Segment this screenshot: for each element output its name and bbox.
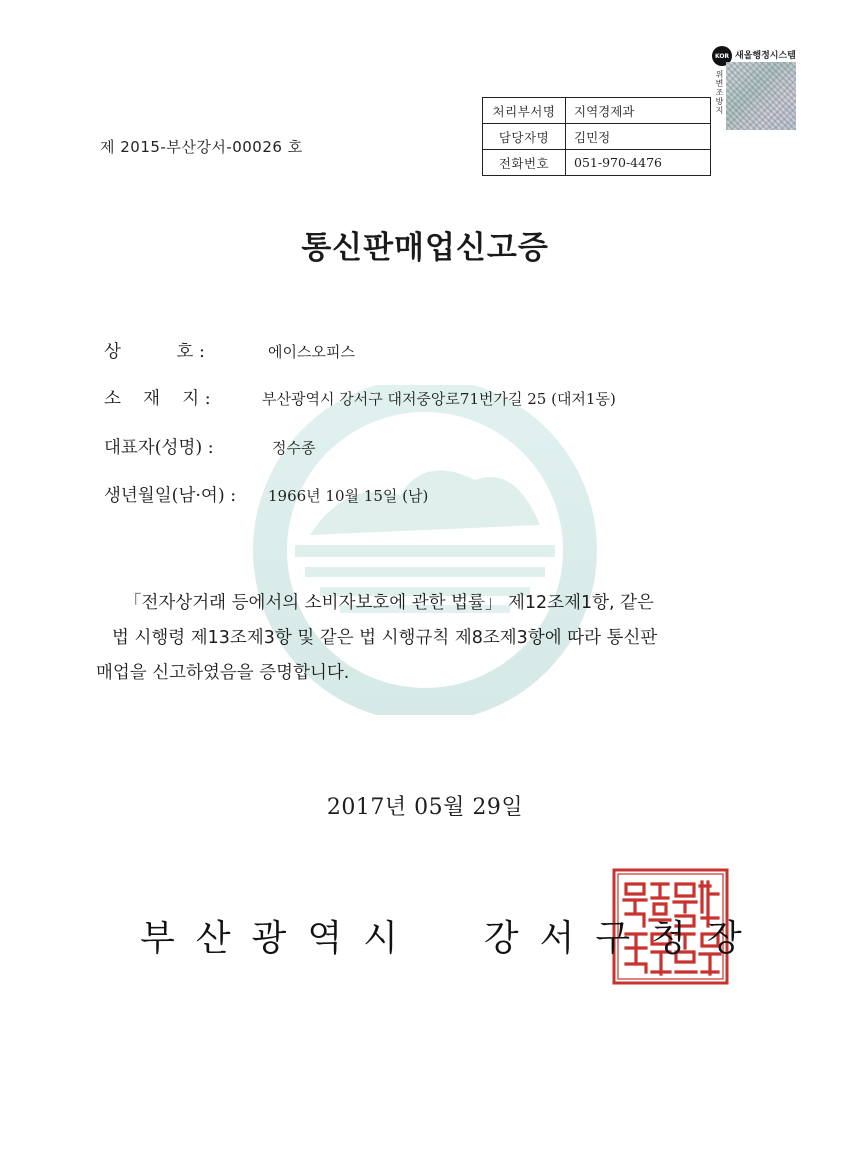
birthdate-value: 1966년 10월 15일 (남) bbox=[268, 487, 429, 505]
business-name-label: 상 호 : bbox=[104, 342, 205, 362]
address-label: 소 재 지 : bbox=[104, 389, 211, 409]
document-title: 통신판매업신고증 bbox=[301, 230, 549, 266]
phone-label: 전화번호 bbox=[483, 150, 566, 176]
certification-statement bbox=[96, 586, 756, 691]
table-row bbox=[483, 98, 711, 124]
manager-label: 담당자명 bbox=[483, 124, 566, 150]
issue-date: 2017년 05월 29일 bbox=[326, 795, 524, 820]
dept-name-label: 처리부서명 bbox=[483, 98, 566, 124]
statement-line: 매업을 신고하였음을 증명합니다. bbox=[96, 663, 350, 683]
statement-line: 「전자상거래 등에서의 소비자보호에 관한 법률」 제12조제1항, 같은 bbox=[124, 593, 654, 613]
issuer-name: 부산광역시 강서구청장 bbox=[140, 918, 763, 959]
address-value: 부산광역시 강서구 대저중앙로71번가길 25 (대저1동) bbox=[262, 390, 616, 408]
statement-line: 법 시행령 제13조제3항 및 같은 법 시행규칙 제8조제3항에 따라 통신판 bbox=[112, 628, 658, 648]
birthdate-label: 생년월일(남·여) : bbox=[104, 486, 237, 506]
business-name-value: 에이스오피스 bbox=[268, 343, 355, 361]
phone-value: 051-970-4476 bbox=[566, 150, 711, 176]
hologram-pattern bbox=[726, 62, 796, 130]
representative-label: 대표자(성명) : bbox=[104, 438, 214, 458]
kor-logo-icon: KOR bbox=[712, 46, 732, 66]
certificate-number: 제 2015-부산강서-00026 호 bbox=[100, 138, 303, 156]
representative-value: 정수종 bbox=[272, 439, 316, 457]
table-row bbox=[483, 124, 711, 150]
manager-value: 김민정 bbox=[566, 124, 711, 150]
security-stamp-brand: 새올행정시스템 bbox=[735, 51, 796, 61]
dept-name-value: 지역경제과 bbox=[566, 98, 711, 124]
department-info-table bbox=[482, 97, 711, 176]
security-stamp-caption: 위변조방지 bbox=[715, 70, 724, 115]
table-row bbox=[483, 150, 711, 176]
